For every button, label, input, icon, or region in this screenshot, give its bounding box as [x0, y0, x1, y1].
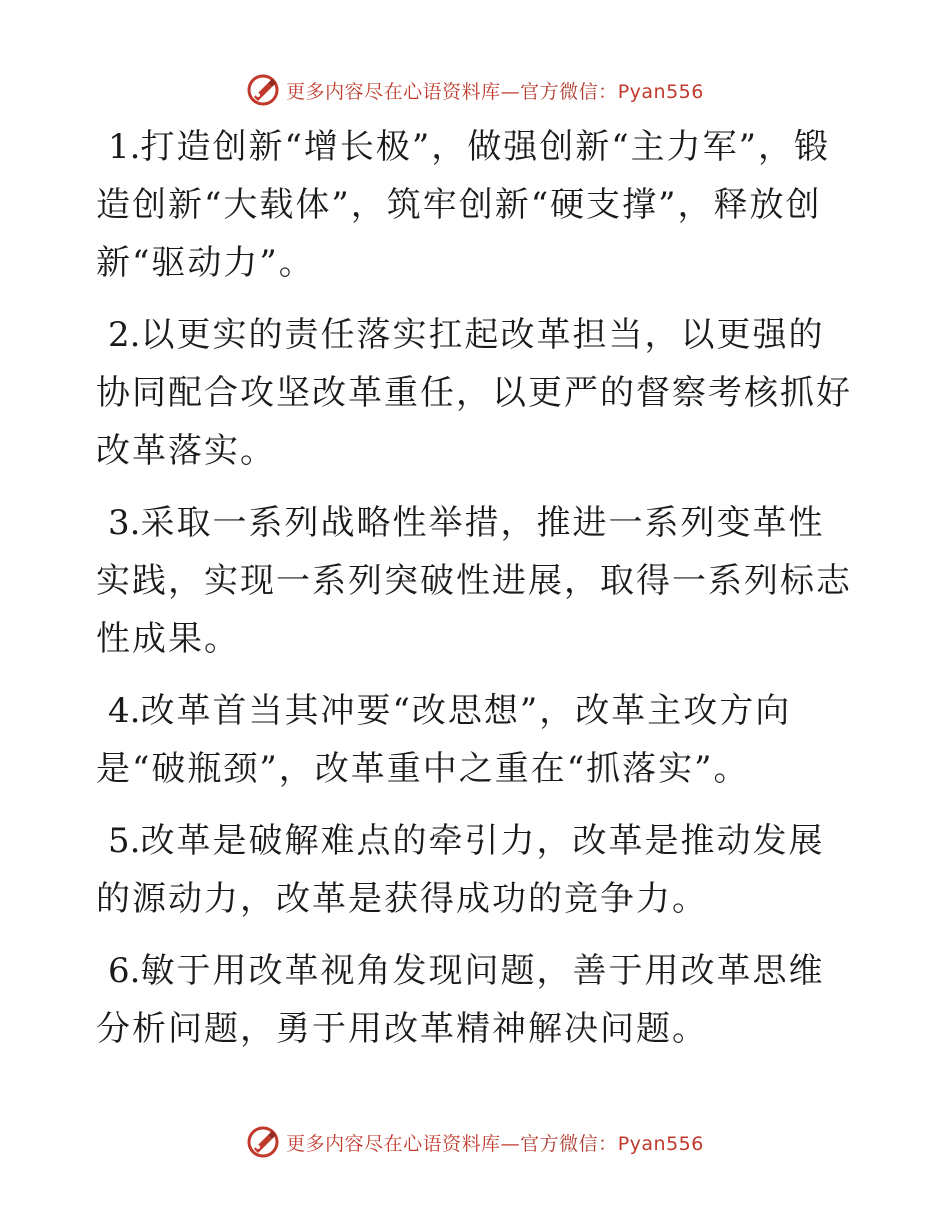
pen-logo-icon — [246, 1125, 280, 1159]
header-banner-text — [286, 77, 704, 104]
item-text: 改革首当其冲要“改思想”，改革主攻方向是“破瓶颈”，改革重中之重在“抓落实”。 — [96, 691, 792, 789]
header-banner — [0, 70, 950, 110]
list-item — [96, 682, 856, 798]
footer-wechat-label: 官方微信： — [520, 1132, 618, 1155]
item-number: 4. — [108, 691, 141, 731]
list-item — [96, 494, 856, 668]
footer-banner — [0, 1122, 950, 1162]
item-text: 改革是破解难点的牵引力，改革是推动发展的源动力，改革是获得成功的竞争力。 — [96, 821, 825, 919]
item-number: 5. — [108, 821, 141, 861]
list-item — [96, 306, 856, 480]
footer-banner-text — [286, 1129, 704, 1156]
item-number: 6. — [108, 951, 141, 991]
item-text: 打造创新“增长极”，做强创新“主力军”，锻造创新“大载体”，筑牢创新“硬支撑”，释放创新“驱动力”。 — [96, 127, 830, 283]
header-separator: — — [500, 80, 521, 103]
footer-separator: — — [500, 1132, 521, 1155]
header-title: 更多内容尽在心语资料库 — [286, 80, 501, 103]
pen-logo-icon — [246, 73, 280, 107]
item-number: 2. — [108, 315, 141, 355]
header-wechat-id: Pyan556 — [617, 80, 704, 103]
item-number: 3. — [108, 503, 141, 543]
footer-wechat-id: Pyan556 — [617, 1132, 704, 1155]
header-wechat-label: 官方微信： — [520, 80, 618, 103]
list-item — [96, 942, 856, 1058]
item-text: 敏于用改革视角发现问题，善于用改革思维分析问题，勇于用改革精神解决问题。 — [96, 951, 825, 1049]
item-number: 1. — [108, 127, 141, 167]
footer-title: 更多内容尽在心语资料库 — [286, 1132, 501, 1155]
item-text: 以更实的责任落实扛起改革担当，以更强的协同配合攻坚改革重任，以更严的督察考核抓好改革落实。 — [96, 315, 852, 471]
document-body — [96, 118, 856, 1072]
item-text: 采取一系列战略性举措，推进一系列变革性实践，实现一系列突破性进展，取得一系列标志性成果。 — [96, 503, 852, 659]
list-item — [96, 118, 856, 292]
list-item — [96, 812, 856, 928]
